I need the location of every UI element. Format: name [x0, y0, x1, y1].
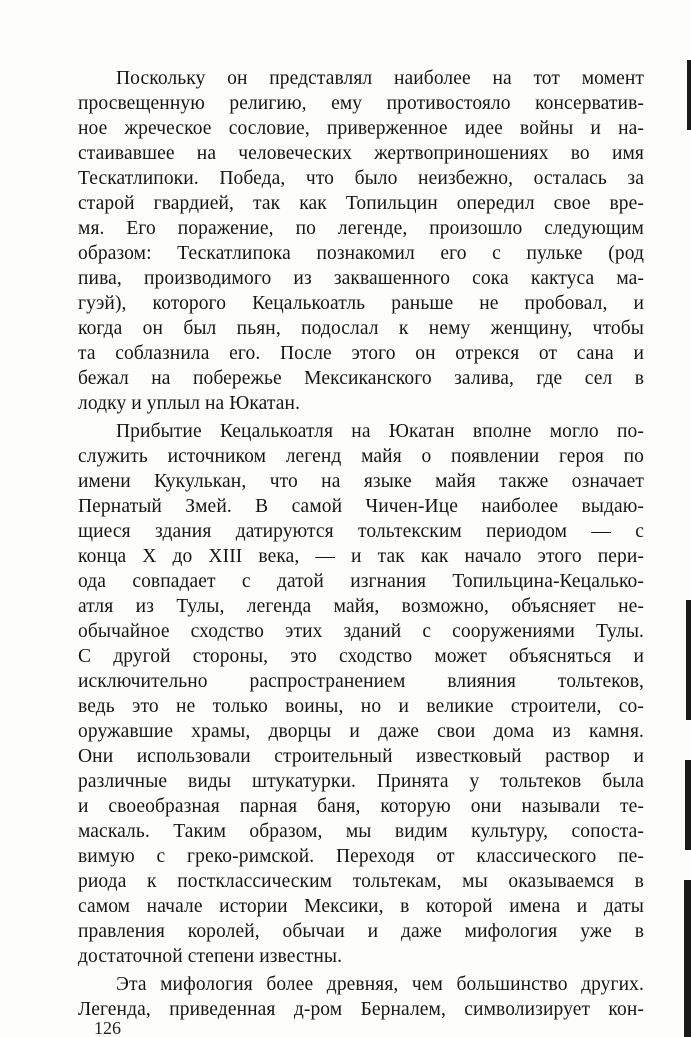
scan-edge-mark: [684, 880, 691, 1037]
text-line: когда он был пьян, подослал к нему женщину, чтобы: [78, 318, 644, 339]
text-line: вимую с греко-римской. Переходя от классического пе-: [78, 846, 644, 867]
text-line: Прибытие Кецалькоатля на Юкатан вполне могло по-: [116, 421, 644, 442]
text-line: служить источником легенд майя о появлении героя по: [78, 446, 644, 467]
text-line: ное жреческое сословие, приверженное идее войны и на-: [78, 118, 644, 139]
text-line: риода к постклассическим тольтекам, мы оказываемся в: [78, 871, 644, 892]
text-line: та соблазнила его. После этого он отрекся от сана и: [78, 343, 644, 364]
text-line: оружавшие храмы, дворцы и даже свои дома из камня.: [78, 721, 644, 742]
text-line: Легенда, приведенная д-ром Берналем, символизирует кон-: [78, 999, 644, 1020]
text-line: гуэй), которого Кецалькоатль раньше не пробовал, и: [78, 293, 644, 314]
text-line: пива, производимого из заквашенного сока кактуса ма-: [78, 268, 644, 289]
text-line: достаточной степени известны.: [78, 946, 343, 967]
text-line: старой гвардией, так как Топильцин опередил свое вре-: [78, 193, 644, 214]
page-number: 126: [94, 1018, 121, 1037]
text-line: ода совпадает с датой изгнания Топильцина-Кецалько-: [78, 571, 644, 592]
text-line: бежал на побережье Мексиканского залива, где сел в: [78, 368, 644, 389]
text-line: обычайное сходство этих зданий с сооружениями Тулы.: [78, 621, 644, 642]
text-line: Поскольку он представлял наиболее на тот момент: [116, 68, 644, 89]
text-line: ведь это не только воины, но и великие строители, со-: [78, 696, 644, 717]
text-line: Тескатлипоки. Победа, что было неизбежно, осталась за: [78, 168, 644, 189]
text-line: правления королей, обычаи и даже мифология уже в: [78, 921, 644, 942]
scan-edge-mark: [685, 760, 691, 850]
text-line: имени Кукулькан, что на языке майя также означает: [78, 471, 644, 492]
scan-edge-mark: [687, 60, 691, 130]
scan-edge-mark: [686, 600, 691, 720]
text-line: различные виды штукатурки. Принята у тольтеков была: [78, 771, 644, 792]
text-line: Пернатый Змей. В самой Чичен-Ице наиболее выдаю-: [78, 496, 644, 517]
text-line: исключительно распространением влияния тольтеков,: [78, 671, 644, 692]
text-line: Они использовали строительный известковый раствор и: [78, 746, 644, 767]
text-line: лодку и уплыл на Юкатан.: [78, 393, 301, 414]
text-line: мя. Его поражение, по легенде, произошло следующим: [78, 218, 644, 239]
text-line: и своеобразная парная баня, которую они называли те-: [78, 796, 644, 817]
text-line: Эта мифология более древняя, чем большинство других.: [116, 974, 644, 995]
text-line: С другой стороны, это сходство может объясняться и: [78, 646, 644, 667]
text-line: конца X до XIII века, — и так как начало этого пери-: [78, 546, 644, 567]
body-text: [78, 66, 644, 1022]
text-line: образом: Тескатлипока познакомил его с пульке (род: [78, 243, 644, 264]
text-line: самом начале истории Мексики, в которой имена и даты: [78, 896, 644, 917]
text-line: стаивавшее на человеческих жертвоприношениях во имя: [78, 143, 644, 164]
text-line: атля из Тулы, легенда майя, возможно, объясняет не-: [78, 596, 644, 617]
text-line: просвещенную религию, ему противостояло консерватив-: [78, 93, 644, 114]
text-line: щиеся здания датируются тольтекским периодом — с: [78, 521, 644, 542]
text-line: маскаль. Таким образом, мы видим культуру, сопоста-: [78, 821, 644, 842]
